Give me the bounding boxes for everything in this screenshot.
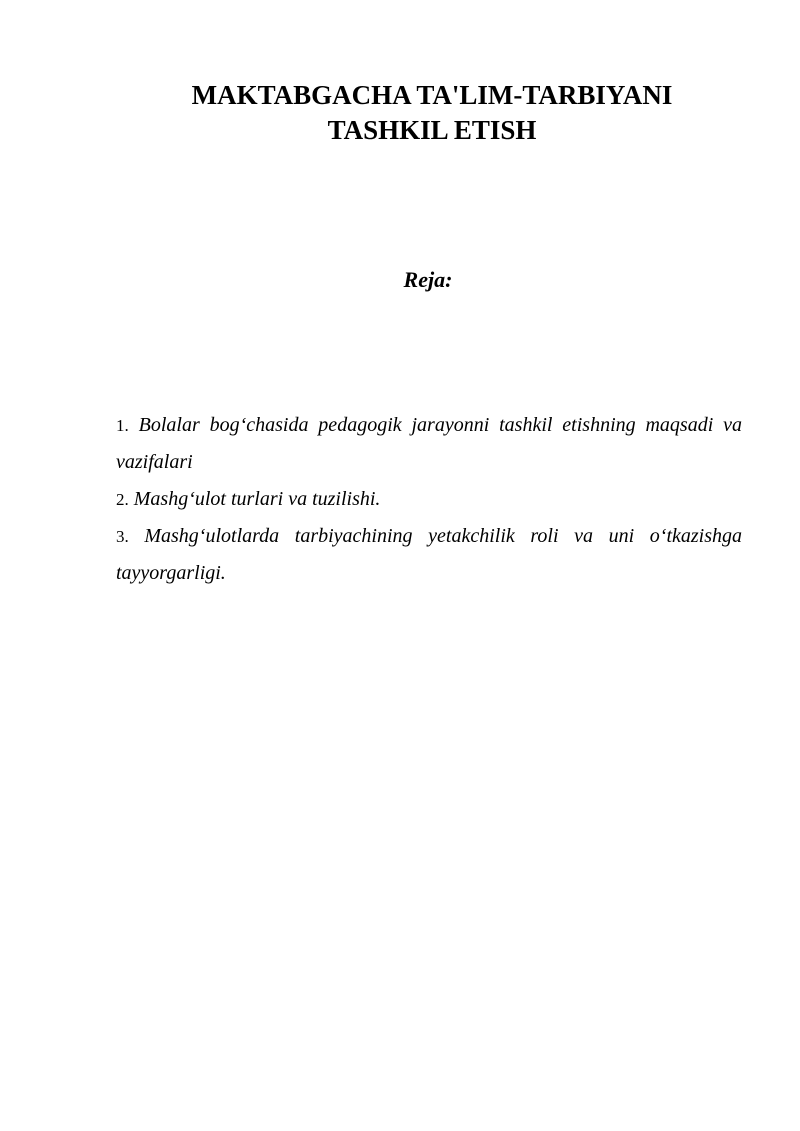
plan-item-1 [116, 407, 742, 481]
plan-item-3 [116, 518, 742, 592]
plan-item-text: Mashg‘ulotlarda tarbiyachining yetakchilik roli va uni o‘tkazishga tayyorgarligi. [116, 525, 742, 584]
page-title [100, 78, 764, 148]
plan-list [116, 407, 742, 592]
plan-item-text: Bolalar bog‘chasida pedagogik jarayonni tashkil etishning maqsadi va vazifalari [116, 414, 742, 473]
plan-item-number: 1. [116, 416, 129, 435]
title-line-1: MAKTABGACHA TA'LIM-TARBIYANI [191, 80, 673, 110]
plan-item-number: 2. [116, 490, 129, 509]
plan-item-2 [116, 481, 742, 518]
plan-heading: Reja: [403, 267, 453, 292]
plan-item-number: 3. [116, 527, 129, 546]
plan-item-text: Mashg‘ulot turlari va tuzilishi. [133, 488, 381, 510]
title-line-2: TASHKIL ETISH [327, 115, 537, 145]
